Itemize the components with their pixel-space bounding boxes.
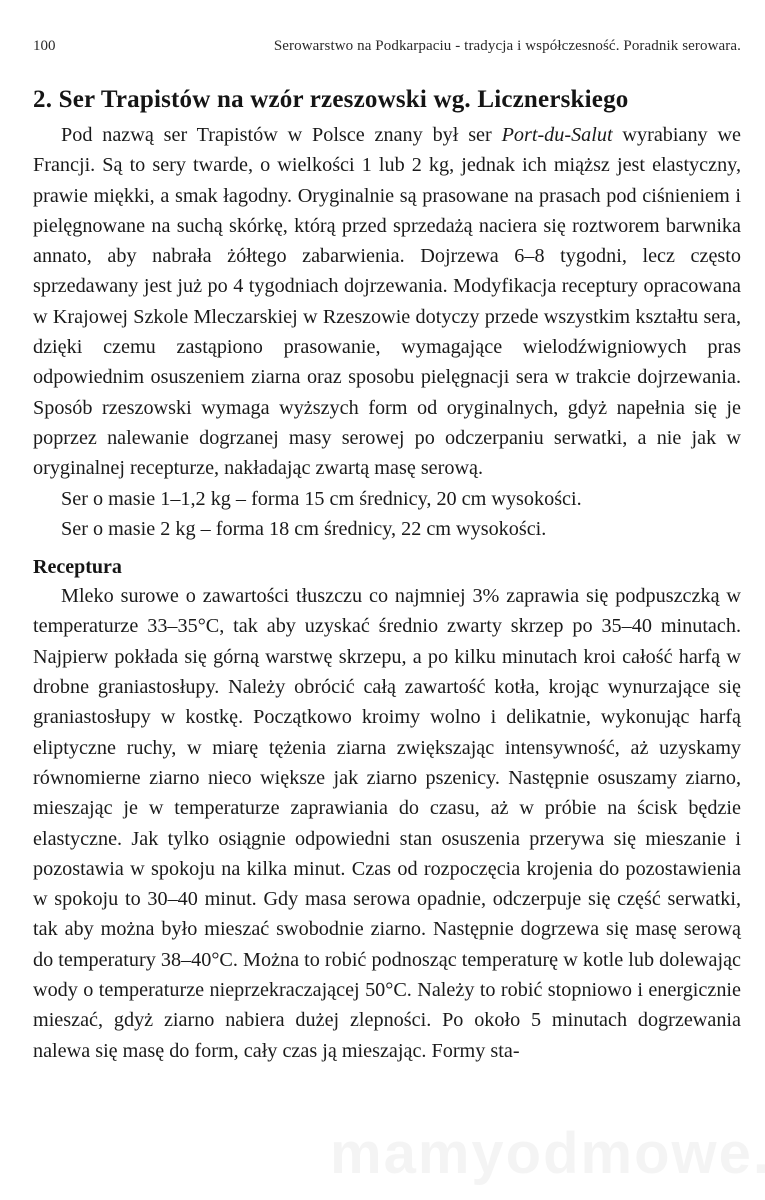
intro-text-before: Pod nazwą ser Trapistów w Polsce znany był ser (61, 124, 502, 146)
form-small-line: Ser o masie 1–1,2 kg – forma 15 cm średnicy, 20 cm wysokości. (61, 487, 582, 510)
watermark (330, 1120, 765, 1187)
running-header (33, 38, 741, 64)
cheese-name-italic: Port-du-Salut (501, 124, 613, 146)
running-title: Serowarstwo na Podkarpaciu - tradycja i współczesność. Poradnik serowara. (273, 38, 741, 54)
intro-text-after: wyrabiany we Francji. Są to sery twarde, o wielkości 1 lub 2 kg, jednak ich miąższ jest elastyczny, prawie miękki, a smak łagodny. Oryginalnie są prasowane na prasach pod ciśnieniem i pielęgnowane na suchą skórkę, którą przed sprzedażą naciera się roztworem barwnika annato, aby nabrała żółtego zabarwienia. Dojrzewa 6–8 tygodni, lecz często sprzedawany jest już po 4 tygodniach dojrzewania. Modyfikacja receptury opracowana w Krajowej Szkole Mleczarskiej w Rzeszowie dotyczy przede wszystkim kształtu sera, dzięki czemu zastąpiono prasowanie, wymagające wielodźwigniowych pras odpowiednim osuszeniem ziarna oraz sposobu pielęgnacji sera w trakcie dojrzewania. Sposób rzeszowski wymaga wyższych form od oryginalnych, gdyż napełnia się je poprzez nalewanie dogrzanej masy serowej po odczerpaniu serwatki, a nie jak w oryginalnej recepturze, nakładając zwartą masę serową. (33, 124, 741, 480)
recipe-heading: Receptura (33, 556, 122, 579)
book-page (33, 38, 741, 1066)
page-number: 100 (33, 38, 56, 54)
section-heading: 2. Ser Trapistów na wzór rzeszowski wg. Licznerskiego (33, 86, 629, 113)
form-large-line: Ser o masie 2 kg – forma 18 cm średnicy, 22 cm wysokości. (61, 517, 547, 540)
recipe-paragraph: Mleko surowe o zawartości tłuszczu co najmniej 3% zaprawia się podpuszczką w temperaturze 33–35°C, tak aby uzyskać średnio zwarty skrzep po 35–40 minutach. Najpierw pokłada się górną warstwę skrzepu, a po kilku minutach kroi całość harfą w drobne graniastosłupy. Należy obrócić całą zawartość kotła, krojąc wynurzające się graniastosłupy w kostkę. Początkowo kroimy wolno i delikatnie, wykonując harfą eliptyczne ruchy, w miarę tężenia ziarna zwiększając intensywność, aż uzyskamy równomierne ziarno nieco większe jak ziarno pszenicy. Następnie osuszamy ziarno, mieszając je w temperaturze zaprawiania do czasu, aż w próbie na ścisk będzie elastyczne. Jak tylko osiągnie odpowiedni stan osuszenia przerywa się mieszanie i pozostawia w spokoju na kilka minut. Czas od rozpoczęcia krojenia do pozostawienia w spokoju to 30–40 minut. Gdy masa serowa opadnie, odczerpuje się część serwatki, tak aby można było mieszać swobodnie ziarno. Następnie dogrzewa się masę serową do temperatury 38–40°C. Można to robić podnosząc temperaturę w kotle lub dolewając wody o temperaturze nieprzekraczającej 50°C. Należy to robić stopniowo i energicznie mieszać, gdyż ziarno nabiera dużej zlepności. Po około 5 minutach dogrzewania nalewa się masę do form, cały czas ją mieszając. Formy sta- (33, 585, 741, 1062)
intro-paragraph (33, 120, 741, 484)
